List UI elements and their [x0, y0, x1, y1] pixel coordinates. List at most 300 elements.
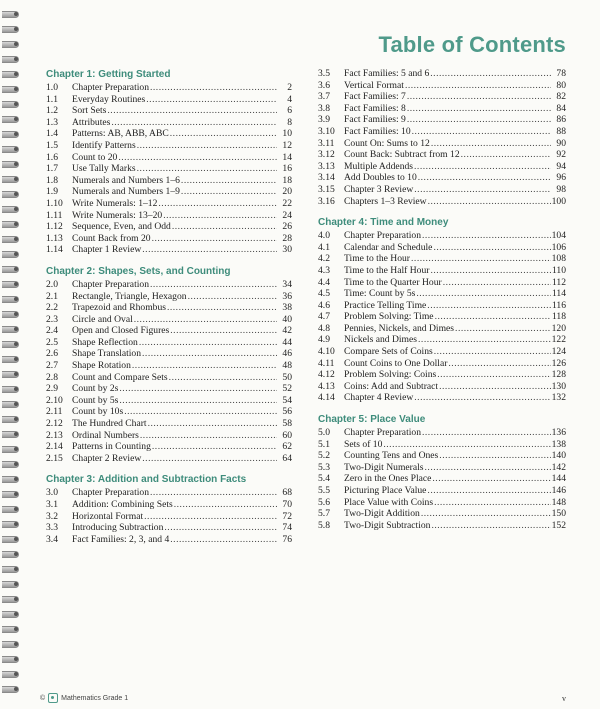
toc-entry: [318, 311, 566, 323]
dot-leader: [152, 233, 277, 245]
dot-leader: [414, 184, 551, 196]
chapter-section: [46, 265, 292, 465]
spiral-ring: [2, 325, 20, 333]
entry-page: 20: [282, 186, 292, 198]
spiral-ring: [2, 460, 20, 468]
page-footer: [40, 693, 128, 703]
entry-page: 26: [282, 221, 292, 233]
entry-number: 3.16: [318, 195, 335, 207]
entry-title: Chapter Preparation: [72, 278, 149, 290]
dot-leader: [422, 230, 551, 242]
entry-page: 28: [282, 232, 292, 244]
dot-leader: [124, 406, 277, 418]
entry-number: 3.13: [318, 160, 335, 172]
entry-page: 92: [556, 149, 566, 161]
entry-number: 3.5: [318, 68, 330, 79]
entry-number: 5.7: [318, 508, 330, 520]
entry-title: Fact Families: 2, 3, and 4: [72, 533, 170, 545]
entry-title: Shape Translation: [72, 348, 142, 360]
dot-leader: [434, 346, 551, 358]
chapter-heading: Chapter 2: Shapes, Sets, and Counting: [46, 265, 231, 277]
entry-number: 3.8: [318, 102, 330, 114]
spiral-ring: [2, 670, 20, 678]
entry-number: 3.2: [46, 510, 58, 522]
entry-page: 106: [551, 241, 566, 253]
entry-title: Pennies, Nickels, and Dimes: [344, 322, 455, 334]
entry-number: 2.2: [46, 302, 58, 314]
entry-title: Problem Solving: Coins: [344, 369, 437, 381]
entry-title: Sort Sets: [72, 105, 107, 117]
dot-leader: [107, 105, 277, 117]
toc-entry: [46, 441, 292, 453]
spiral-binding: [0, 0, 22, 709]
toc-column-left: [46, 68, 292, 554]
entry-title: Patterns in Counting: [72, 441, 151, 453]
spiral-ring: [2, 115, 20, 123]
entry-title: Chapter Preparation: [344, 230, 421, 242]
spiral-ring: [2, 685, 20, 693]
chapter-section: [46, 68, 292, 256]
entry-number: 4.5: [318, 288, 330, 300]
dot-leader: [427, 485, 550, 497]
spiral-ring: [2, 175, 20, 183]
page-number: v: [562, 694, 566, 703]
entry-page: 16: [282, 163, 292, 175]
entry-number: 1.0: [46, 82, 58, 93]
spiral-ring: [2, 145, 20, 153]
entry-page: 34: [282, 278, 292, 290]
entry-page: 142: [551, 461, 566, 473]
entry-number: 4.9: [318, 334, 330, 346]
dot-leader: [139, 337, 277, 349]
entry-number: 2.7: [46, 360, 58, 372]
entry-number: 2.8: [46, 371, 58, 383]
entry-title: Shape Rotation: [72, 360, 131, 372]
entry-page: 140: [551, 450, 566, 462]
toc-entry: [46, 140, 292, 152]
entry-number: 2.5: [46, 336, 58, 348]
entry-number: 4.12: [318, 369, 335, 381]
toc-entry: [318, 392, 566, 404]
dot-leader: [170, 325, 277, 337]
entry-page: 8: [287, 116, 292, 128]
toc-entry: [318, 473, 566, 485]
entry-page: 12: [282, 139, 292, 151]
entry-page: 148: [551, 496, 566, 508]
entry-title: Chapter 1 Review: [72, 244, 142, 256]
dot-leader: [421, 508, 551, 520]
entry-page: 52: [282, 383, 292, 395]
entry-title: Use Tally Marks: [72, 163, 136, 175]
entry-page: 62: [282, 441, 292, 453]
entry-title: Coins: Add and Subtract: [344, 380, 439, 392]
toc-entry: [46, 499, 292, 511]
toc-entry: [318, 68, 566, 80]
toc-entry: [46, 152, 292, 164]
entry-number: 1.7: [46, 163, 58, 175]
entry-number: 2.14: [46, 441, 63, 453]
dot-leader: [416, 288, 551, 300]
entry-title: Time: Count by 5s: [344, 288, 416, 300]
spiral-ring: [2, 55, 20, 63]
entry-page: 114: [551, 288, 566, 300]
entry-title: Write Numerals: 1–12: [72, 197, 158, 209]
toc-entry: [46, 511, 292, 523]
toc-entry: [318, 253, 566, 265]
entry-title: Rectangle, Triangle, Hexagon: [72, 290, 187, 302]
toc-entry: [318, 103, 566, 115]
entry-title: Time to the Half Hour: [344, 264, 430, 276]
entry-number: 2.0: [46, 278, 58, 290]
entry-page: 24: [282, 209, 292, 221]
toc-entry: [318, 91, 566, 103]
entry-title: Counting Tens and Ones: [344, 450, 439, 462]
entry-page: 64: [282, 452, 292, 464]
entry-title: Shape Reflection: [72, 336, 138, 348]
entry-page: 98: [556, 183, 566, 195]
toc-entry: [318, 126, 566, 138]
dot-leader: [172, 221, 277, 233]
toc-entry: [318, 138, 566, 150]
entry-page: 136: [551, 427, 566, 439]
dot-leader: [418, 334, 551, 346]
dot-leader: [407, 91, 551, 103]
dot-leader: [164, 522, 277, 534]
toc-entry: [318, 427, 566, 439]
toc-entry: [318, 508, 566, 520]
entry-title: The Hundred Chart: [72, 418, 147, 430]
dot-leader: [148, 418, 277, 430]
spiral-ring: [2, 430, 20, 438]
dot-leader: [170, 128, 277, 140]
entry-page: 48: [282, 360, 292, 372]
spiral-ring: [2, 475, 20, 483]
chapter-heading: Chapter 3: Addition and Subtraction Facts: [46, 474, 247, 486]
copyright-symbol: ©: [40, 694, 46, 702]
entry-page: 108: [551, 253, 566, 265]
entry-number: 1.13: [46, 232, 63, 244]
dot-leader: [428, 196, 551, 208]
spiral-ring: [2, 100, 20, 108]
entry-title: Nickels and Dimes: [344, 334, 418, 346]
entry-title: Calendar and Schedule: [344, 241, 433, 253]
entry-number: 3.11: [318, 137, 335, 149]
entry-number: 2.11: [46, 406, 63, 418]
spiral-ring: [2, 295, 20, 303]
toc-entry: [318, 288, 566, 300]
entry-number: 5.4: [318, 473, 330, 485]
dot-leader: [434, 497, 551, 509]
dot-leader: [461, 149, 551, 161]
spiral-ring: [2, 535, 20, 543]
dot-leader: [134, 314, 277, 326]
spiral-ring: [2, 70, 20, 78]
toc-entry: [46, 82, 292, 94]
entry-title: Picturing Place Value: [344, 485, 427, 496]
toc-entry: [46, 302, 292, 314]
entry-page: 4: [287, 93, 292, 105]
entry-title: Problem Solving: Time: [344, 311, 434, 323]
entry-title: Chapter 4 Review: [344, 392, 414, 404]
entry-number: 1.9: [46, 186, 58, 198]
entry-title: Fact Families: 7: [344, 91, 406, 103]
toc-entry: [318, 277, 566, 289]
publisher-logo-icon: [48, 693, 58, 703]
dot-leader: [430, 265, 551, 277]
toc-entry: [318, 323, 566, 335]
toc-entry: [46, 337, 292, 349]
toc-entry: [46, 233, 292, 245]
toc-entry: [46, 186, 292, 198]
entry-number: 3.10: [318, 125, 335, 137]
entry-number: 4.0: [318, 230, 330, 242]
entry-title: Zero in the Ones Place: [344, 473, 432, 485]
toc-entry: [46, 372, 292, 384]
entry-title: Sets of 10: [344, 438, 383, 450]
entry-page: 42: [282, 325, 292, 337]
entry-title: Chapter 2 Review: [72, 452, 142, 464]
entry-number: 4.10: [318, 346, 335, 358]
dot-leader: [144, 511, 277, 523]
entry-title: Trapezoid and Rhombus: [72, 302, 166, 314]
entry-page: 122: [551, 334, 566, 346]
spiral-ring: [2, 235, 20, 243]
entry-title: Write Numerals: 13–20: [72, 209, 163, 221]
entry-title: Count Back: Subtract from 12: [344, 149, 460, 161]
entry-number: 3.6: [318, 79, 330, 91]
entry-page: 84: [556, 102, 566, 114]
toc-entry: [318, 184, 566, 196]
dot-leader: [169, 372, 277, 384]
entry-title: Sequence, Even, and Odd: [72, 221, 171, 233]
entry-title: Two-Digit Addition: [344, 508, 420, 520]
entry-number: 4.6: [318, 299, 330, 311]
dot-leader: [427, 300, 551, 312]
spiral-ring: [2, 505, 20, 513]
entry-page: 82: [556, 91, 566, 103]
dot-leader: [414, 161, 551, 173]
entry-number: 1.5: [46, 139, 58, 151]
dot-leader: [414, 392, 550, 404]
entry-number: 3.7: [318, 91, 330, 103]
toc-entry: [46, 325, 292, 337]
entry-page: 44: [282, 336, 292, 348]
spiral-ring: [2, 580, 20, 588]
entry-title: Numerals and Numbers 1–6: [72, 174, 180, 186]
entry-page: 116: [551, 299, 566, 311]
spiral-ring: [2, 625, 20, 633]
entry-page: 30: [282, 244, 292, 256]
entry-number: 5.2: [318, 450, 330, 462]
entry-number: 1.6: [46, 151, 58, 163]
dot-leader: [142, 453, 277, 465]
spiral-ring: [2, 355, 20, 363]
entry-number: 5.1: [318, 438, 330, 450]
toc-entry: [46, 175, 292, 187]
dot-leader: [163, 210, 277, 222]
toc-entry: [46, 279, 292, 291]
spiral-ring: [2, 250, 20, 258]
entry-title: Chapter Preparation: [72, 82, 149, 93]
entry-page: 130: [551, 380, 566, 392]
toc-entry: [318, 161, 566, 173]
toc-entry: [46, 383, 292, 395]
toc-entry: [46, 198, 292, 210]
entry-number: 1.3: [46, 116, 58, 128]
entry-number: 3.12: [318, 149, 335, 161]
entry-page: 72: [282, 510, 292, 522]
entry-number: 5.3: [318, 461, 330, 473]
spiral-ring: [2, 415, 20, 423]
entry-title: Count by 5s: [72, 394, 119, 406]
dot-leader: [142, 348, 277, 360]
dot-leader: [188, 291, 277, 303]
entry-page: 100: [551, 195, 566, 207]
entry-page: 6: [287, 105, 292, 117]
dot-leader: [425, 462, 551, 474]
toc-entry: [318, 242, 566, 254]
dot-leader: [137, 140, 277, 152]
entry-title: Patterns: AB, ABB, ABC: [72, 128, 169, 140]
dot-leader: [150, 279, 277, 291]
spiral-ring: [2, 205, 20, 213]
entry-page: 96: [556, 172, 566, 184]
dot-leader: [119, 395, 277, 407]
entry-title: Multiple Addends: [344, 160, 414, 172]
toc-entry: [318, 485, 566, 497]
entry-title: Fact Families: 5 and 6: [344, 68, 430, 79]
entry-number: 4.7: [318, 311, 330, 323]
entry-title: Chapter Preparation: [72, 487, 149, 499]
entry-page: 146: [551, 485, 566, 496]
entry-page: 144: [551, 473, 566, 485]
entry-page: 120: [551, 322, 566, 334]
dot-leader: [422, 427, 551, 439]
entry-title: Fact Families: 10: [344, 125, 411, 137]
entry-title: Count Back from 20: [72, 232, 151, 244]
entry-title: Chapter 3 Review: [344, 183, 414, 195]
spiral-ring: [2, 85, 20, 93]
entry-title: Fact Families: 9: [344, 114, 406, 126]
dot-leader: [412, 126, 551, 138]
entry-page: 126: [551, 357, 566, 369]
dot-leader: [146, 94, 277, 106]
entry-title: Place Value with Coins: [344, 496, 434, 508]
entry-title: Chapter Preparation: [344, 427, 421, 439]
toc-entry: [318, 369, 566, 381]
toc-entry: [46, 244, 292, 256]
dot-leader: [435, 311, 551, 323]
entry-title: Count Coins to One Dollar: [344, 357, 448, 369]
toc-entry: [46, 221, 292, 233]
book-title: Mathematics Grade 1: [61, 694, 129, 702]
entry-page: 74: [282, 522, 292, 534]
dot-leader: [167, 302, 277, 314]
entry-number: 1.12: [46, 221, 63, 233]
dot-leader: [142, 244, 277, 256]
dot-leader: [118, 152, 277, 164]
entry-number: 2.10: [46, 394, 63, 406]
entry-title: Open and Closed Figures: [72, 325, 170, 337]
entry-number: 2.9: [46, 383, 58, 395]
entry-page: 18: [282, 174, 292, 186]
spiral-ring: [2, 400, 20, 408]
entry-page: 70: [282, 499, 292, 510]
spiral-ring: [2, 280, 20, 288]
entry-title: Count by 2s: [72, 383, 119, 395]
spiral-ring: [2, 25, 20, 33]
entry-number: 4.4: [318, 276, 330, 288]
dot-leader: [432, 473, 550, 485]
spiral-ring: [2, 370, 20, 378]
entry-number: 4.11: [318, 357, 335, 369]
toc-column-right: [318, 68, 566, 540]
dot-leader: [431, 138, 551, 150]
entry-number: 1.2: [46, 105, 58, 117]
entry-page: 138: [551, 438, 566, 450]
toc-entry: [318, 381, 566, 393]
dot-leader: [407, 103, 551, 115]
entry-title: Time to the Quarter Hour: [344, 276, 442, 288]
entry-title: Chapters 1–3 Review: [344, 195, 427, 207]
toc-entry: [318, 172, 566, 184]
toc-entry: [46, 522, 292, 534]
dot-leader: [140, 430, 277, 442]
dot-leader: [418, 172, 551, 184]
entry-title: Count by 10s: [72, 406, 124, 418]
toc-entry: [46, 453, 292, 465]
dot-leader: [407, 114, 551, 126]
entry-title: Circle and Oval: [72, 313, 133, 325]
entry-number: 5.0: [318, 427, 330, 439]
chapter-heading: Chapter 4: Time and Money: [318, 217, 449, 229]
entry-page: 68: [282, 487, 292, 499]
dot-leader: [181, 186, 277, 198]
entry-title: Introducing Subtraction: [72, 522, 164, 534]
dot-leader: [439, 450, 550, 462]
toc-entry: [46, 94, 292, 106]
toc-entry: [318, 149, 566, 161]
entry-number: 2.1: [46, 290, 58, 302]
dot-leader: [152, 441, 277, 453]
entry-title: Horizontal Format: [72, 510, 144, 522]
entry-page: 150: [551, 508, 566, 520]
dot-leader: [383, 439, 550, 451]
entry-title: Numerals and Numbers 1–9: [72, 186, 180, 198]
entry-number: 3.14: [318, 172, 335, 184]
entry-number: 4.8: [318, 322, 330, 334]
entry-number: 4.1: [318, 241, 330, 253]
toc-entry: [318, 80, 566, 92]
entry-page: 38: [282, 302, 292, 314]
spiral-ring: [2, 190, 20, 198]
entry-number: 2.6: [46, 348, 58, 360]
entry-number: 5.8: [318, 519, 330, 531]
entry-page: 128: [551, 369, 566, 381]
dot-leader: [158, 198, 277, 210]
spiral-ring: [2, 520, 20, 528]
dot-leader: [137, 163, 277, 175]
page-title: Table of Contents: [378, 32, 566, 57]
toc-entry: [318, 230, 566, 242]
spiral-ring: [2, 595, 20, 603]
toc-entry: [46, 314, 292, 326]
spiral-ring: [2, 160, 20, 168]
entry-title: Practice Telling Time: [344, 299, 427, 311]
toc-entry: [46, 291, 292, 303]
entry-title: Identify Patterns: [72, 139, 136, 151]
toc-entry: [46, 406, 292, 418]
